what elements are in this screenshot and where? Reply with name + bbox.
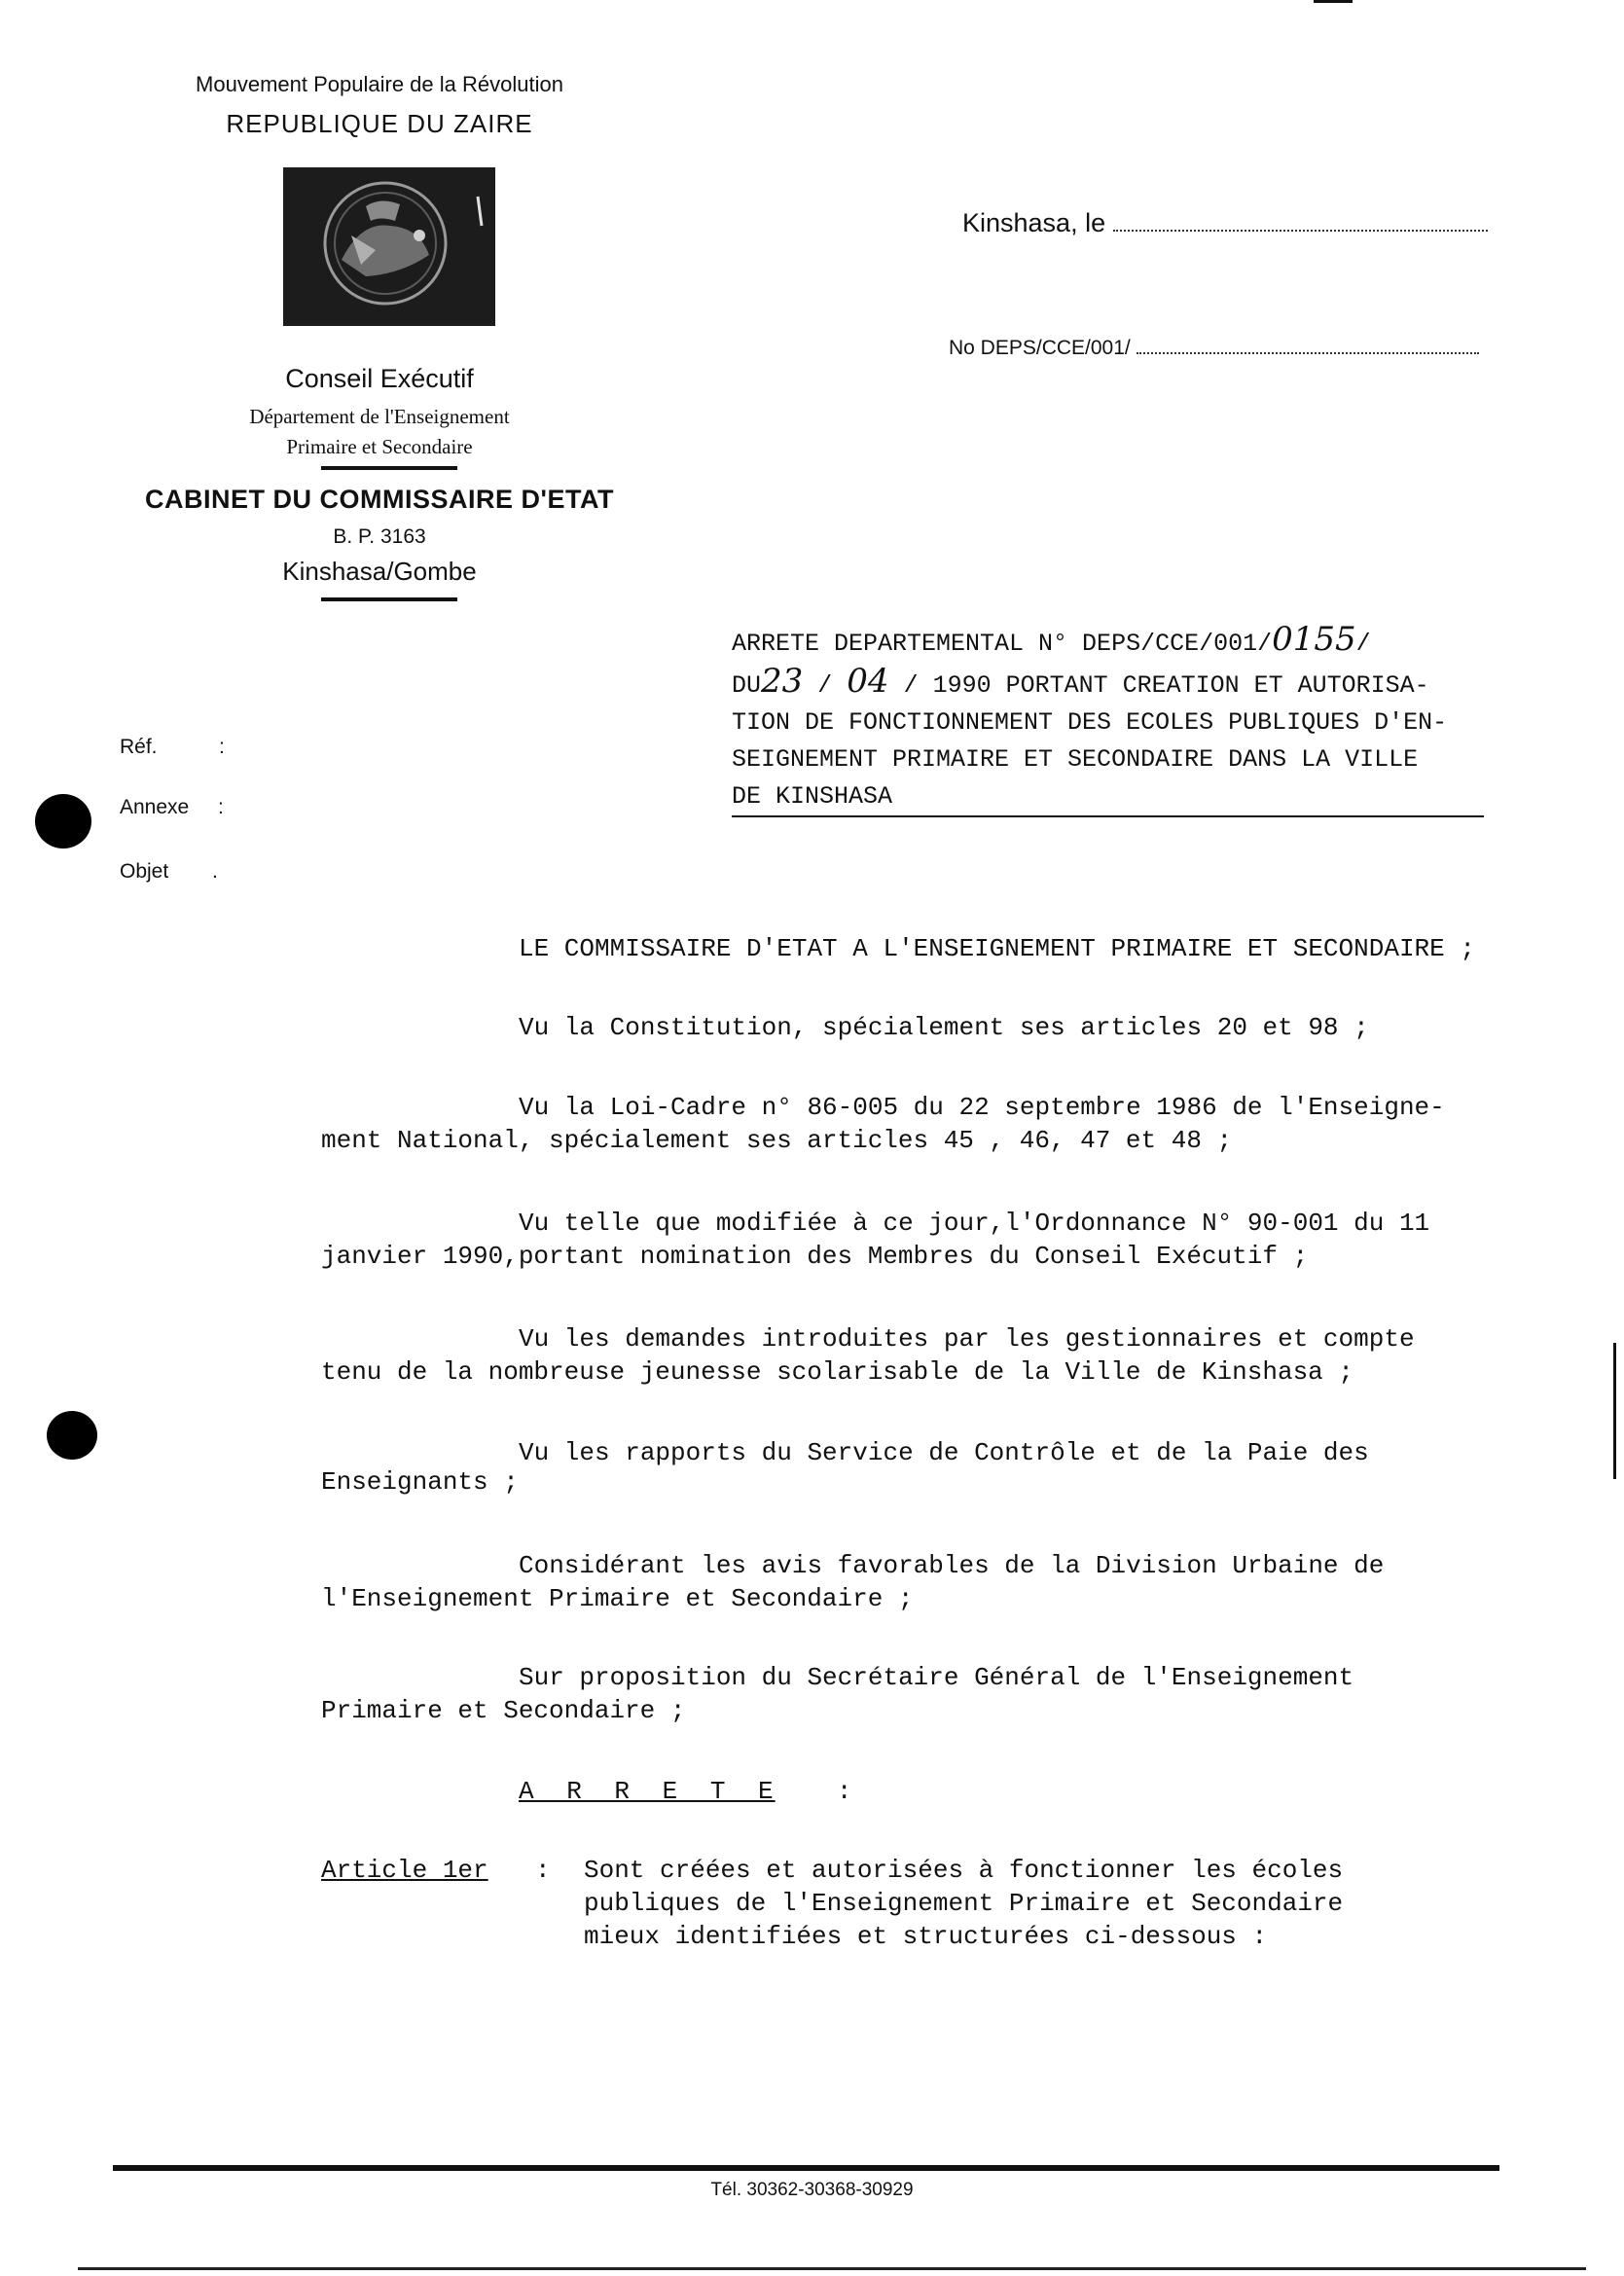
title-line-5: DE KINSHASA xyxy=(732,782,893,811)
movement-name: Mouvement Populaire de la Révolution xyxy=(196,72,563,96)
preamble-proposition-l1: Sur proposition du Secrétaire Général de l'Enseignement xyxy=(519,1663,1354,1692)
punch-hole xyxy=(35,794,91,849)
article-1-line-2: publiques de l'Enseignement Primaire et Secondaire xyxy=(584,1889,1344,1918)
preamble-rapports-l2: Enseignants ; xyxy=(321,1467,519,1497)
scan-top-mark xyxy=(1314,0,1353,3)
date-blank xyxy=(1113,230,1488,232)
place-date xyxy=(962,208,1488,238)
preamble-loi-cadre-l2: ment National, spécialement ses articles 45 , 46, 47 et 48 ; xyxy=(321,1126,1233,1155)
ref-label: Réf. xyxy=(120,736,158,758)
title-line-3: TION DE FONCTIONNEMENT DES ECOLES PUBLIQUES D'EN- xyxy=(732,708,1448,737)
annexe-field xyxy=(120,796,224,819)
reference-blank xyxy=(1137,352,1479,354)
postal-box: B. P. 3163 xyxy=(333,525,426,548)
letterhead-divider xyxy=(321,597,457,601)
article-colon: : xyxy=(535,1856,551,1885)
commissaire-heading: LE COMMISSAIRE D'ETAT A L'ENSEIGNEMENT PRIMAIRE ET SECONDAIRE ; xyxy=(519,934,1475,963)
letterhead-divider xyxy=(321,466,457,470)
article-1-line-1: Sont créées et autorisées à fonctionner les écoles xyxy=(584,1856,1344,1885)
preamble-constitution: Vu la Constitution, spécialement ses articles 20 et 98 ; xyxy=(519,1013,1369,1042)
article-1-line-3: mieux identifiées et structurées ci-dessous : xyxy=(584,1922,1268,1951)
cabinet-city: Kinshasa/Gombe xyxy=(282,557,477,586)
preamble-ordonnance-l1: Vu telle que modifiée à ce jour,l'Ordonnance N° 90-001 du 11 xyxy=(519,1209,1430,1238)
preamble-proposition-l2: Primaire et Secondaire ; xyxy=(321,1696,686,1725)
ref-colon: : xyxy=(219,736,225,758)
ref-field xyxy=(120,736,225,759)
preamble-demandes-l1: Vu les demandes introduites par les gestionnaires et compte xyxy=(519,1324,1415,1354)
annexe-label: Annexe xyxy=(120,796,190,818)
preamble-avis-l1: Considérant les avis favorables de la Division Urbaine de xyxy=(519,1551,1385,1580)
page-bottom-edge xyxy=(78,2267,1586,2270)
reference-number-label: No DEPS/CCE/001/ xyxy=(949,337,1131,359)
council-name: Conseil Exécutif xyxy=(285,364,474,393)
decree-title xyxy=(732,621,1559,815)
objet-field: Objet . xyxy=(120,860,218,883)
preamble-ordonnance-l2: janvier 1990,portant nomination des Membres du Conseil Exécutif ; xyxy=(321,1242,1309,1271)
title-line-4: SEIGNEMENT PRIMAIRE ET SECONDAIRE DANS LA VILLE xyxy=(732,745,1419,774)
preamble-rapports-l1: Vu les rapports du Service de Contrôle et de la Paie des xyxy=(519,1438,1369,1467)
department-line-1: Département de l'Enseignement xyxy=(249,405,510,428)
article-label: Article 1er xyxy=(321,1856,488,1885)
decree-number-handwritten: 0155 xyxy=(1272,620,1356,659)
footer-telephone: Tél. 30362-30368-30929 xyxy=(710,2180,914,2200)
decree-month-handwritten: 04 xyxy=(847,662,889,701)
title-line-1: ARRETE DEPARTEMENTAL N° DEPS/CCE/001/0155/ xyxy=(732,620,1371,659)
title-line-2: DU23 / 04 / 1990 PORTANT CREATION ET AUTORISA- xyxy=(732,662,1429,701)
preamble-avis-l2: l'Enseignement Primaire et Secondaire ; xyxy=(321,1584,914,1613)
cabinet-name: CABINET DU COMMISSAIRE D'ETAT xyxy=(145,485,614,514)
objet-label: Objet xyxy=(120,860,169,883)
punch-hole xyxy=(47,1411,97,1460)
footer-rule xyxy=(113,2165,1499,2171)
department-line-2: Primaire et Secondaire xyxy=(286,435,473,458)
scan-edge-mark xyxy=(1613,1343,1616,1479)
reference-number xyxy=(949,337,1479,360)
place-date-label: Kinshasa, le xyxy=(962,208,1106,237)
annexe-colon: : xyxy=(218,796,224,818)
preamble-demandes-l2: tenu de la nombreuse jeunesse scolarisable de la Ville de Kinshasa ; xyxy=(321,1357,1353,1387)
national-emblem-icon xyxy=(283,167,495,326)
decree-day-handwritten: 23 xyxy=(761,662,804,701)
republic-name: REPUBLIQUE DU ZAIRE xyxy=(226,109,533,138)
arrete-heading: A R R E T E : xyxy=(519,1777,854,1806)
preamble-loi-cadre-l1: Vu la Loi-Cadre n° 86-005 du 22 septembre 1986 de l'Enseigne- xyxy=(519,1093,1445,1122)
title-underline xyxy=(732,815,1484,817)
